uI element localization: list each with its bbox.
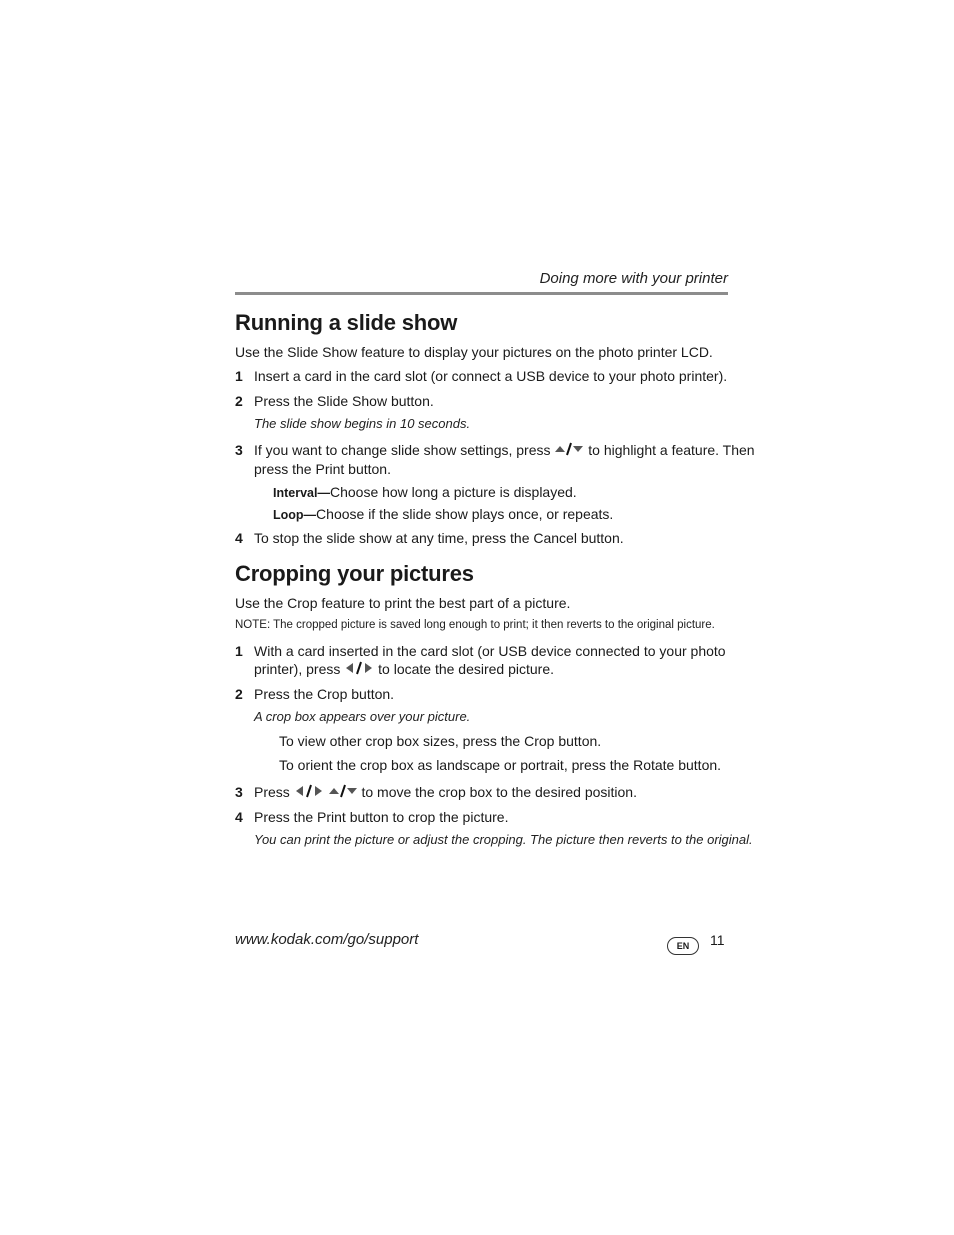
crop-bullet-2: To orient the crop box as landscape or portrait, press the Rotate button. <box>279 757 722 773</box>
crop-step-2 <box>235 685 394 703</box>
crop-note: NOTE: The cropped picture is saved long enough to print; it then reverts to the original picture. <box>235 619 715 631</box>
step-text: Press <box>254 784 290 800</box>
header-rule <box>235 292 728 295</box>
slideshow-intro: Use the Slide Show feature to display your pictures on the photo printer LCD. <box>235 344 713 360</box>
option-desc: Choose if the slide show plays once, or repeats. <box>316 506 614 522</box>
step-text: Press the Crop button. <box>254 686 395 702</box>
up-down-arrow-icon <box>554 442 584 460</box>
step-text: to highlight a feature. Then <box>588 442 755 458</box>
up-down-arrow-icon <box>328 784 358 802</box>
support-url: www.kodak.com/go/support <box>235 931 419 948</box>
step-text: Press the Slide Show button. <box>254 393 434 409</box>
step-text: to locate the desired picture. <box>378 661 555 677</box>
step-number: 4 <box>235 530 243 546</box>
crop-step-4-result: You can print the picture or adjust the cropping. The picture then reverts to the original. <box>254 832 753 847</box>
step-number: 2 <box>235 393 243 409</box>
crop-bullet-1: To view other crop box sizes, press the Crop button. <box>279 733 602 749</box>
slideshow-step-1 <box>235 367 727 385</box>
crop-step-3 <box>235 783 637 802</box>
crop-step-1-cont <box>254 660 554 679</box>
step-text: To stop the slide show at any time, press the Cancel button. <box>254 530 624 546</box>
crop-step-1 <box>235 642 726 660</box>
section-heading-slideshow: Running a slide show <box>235 310 458 335</box>
slideshow-step-3 <box>235 441 755 460</box>
step-text: printer), press <box>254 661 341 677</box>
section-heading-crop: Cropping your pictures <box>235 561 474 586</box>
running-header: Doing more with your printer <box>539 270 728 287</box>
slideshow-option-interval <box>273 483 577 502</box>
step-text: Insert a card in the card slot (or connect a USB device to your photo printer). <box>254 368 728 384</box>
slideshow-option-loop <box>273 505 613 524</box>
slideshow-step-2 <box>235 392 434 410</box>
step-number: 1 <box>235 368 243 384</box>
option-label: Interval— <box>273 486 330 500</box>
option-desc: Choose how long a picture is displayed. <box>329 484 577 500</box>
slideshow-step-2-result: The slide show begins in 10 seconds. <box>254 416 471 431</box>
step-text: to move the crop box to the desired position. <box>361 784 637 800</box>
slideshow-step-4 <box>235 529 624 547</box>
step-text: With a card inserted in the card slot (or USB device connected to your photo <box>254 643 726 659</box>
crop-intro: Use the Crop feature to print the best part of a picture. <box>235 595 571 611</box>
crop-step-2-result: A crop box appears over your picture. <box>254 709 471 724</box>
step-number: 3 <box>235 442 243 458</box>
step-text: If you want to change slide show settings, press <box>254 442 551 458</box>
step-text: Press the Print button to crop the picture. <box>254 809 509 825</box>
step-number: 3 <box>235 784 243 800</box>
step-number: 1 <box>235 643 243 659</box>
left-right-arrow-icon <box>294 784 324 802</box>
option-label: Loop— <box>273 508 317 522</box>
step-number: 4 <box>235 809 243 825</box>
step-number: 2 <box>235 686 243 702</box>
page-number: 11 <box>710 932 725 948</box>
slideshow-step-3-cont: press the Print button. <box>254 461 391 477</box>
crop-step-4 <box>235 808 508 826</box>
left-right-arrow-icon <box>344 661 374 679</box>
language-badge: EN <box>667 937 699 955</box>
